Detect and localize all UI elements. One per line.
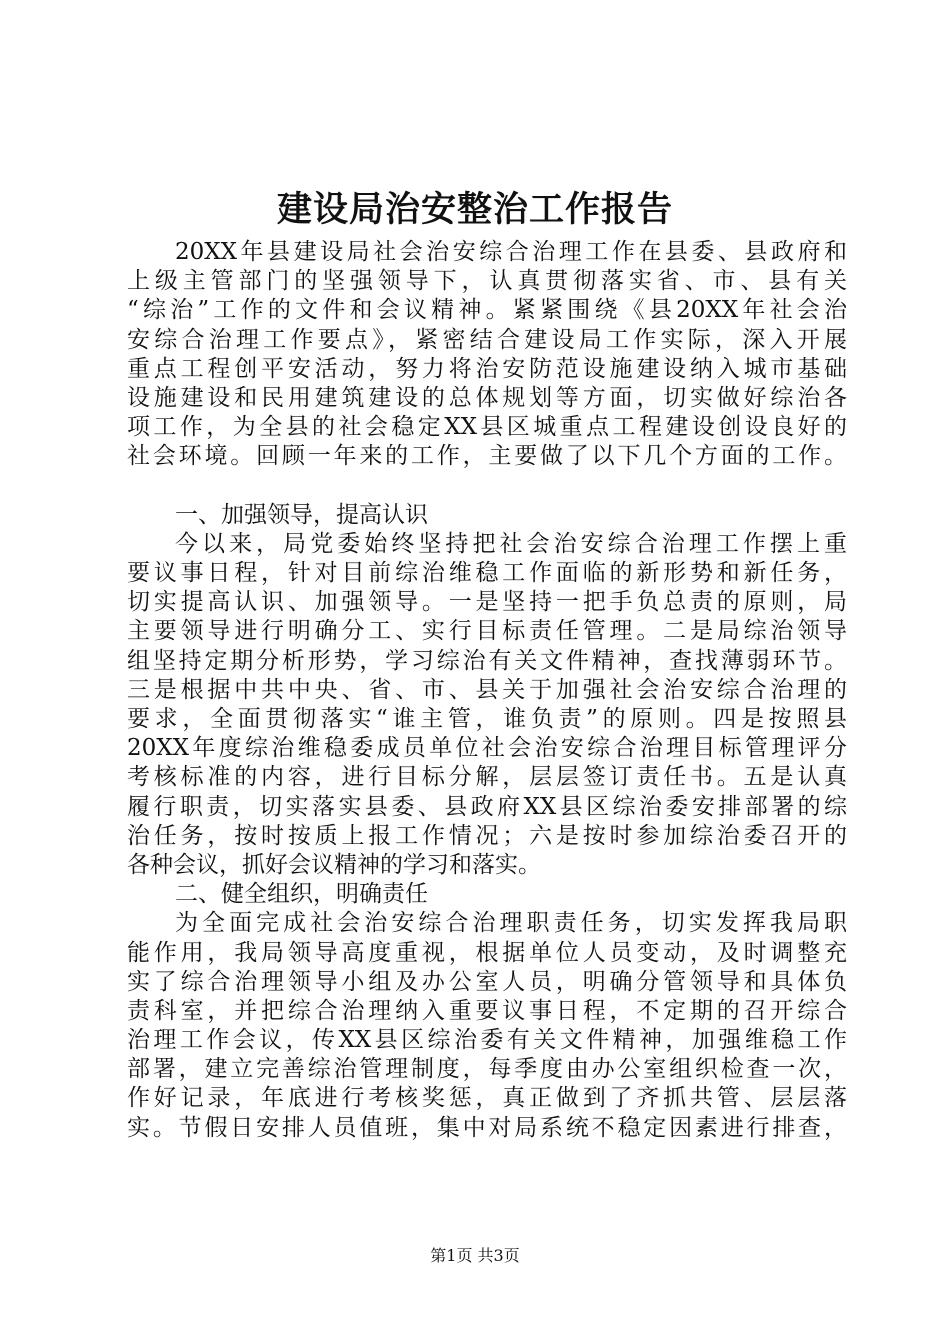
paragraph-line: 切实提高认识、加强领导。一是坚持一把手负总责的原则，局 <box>127 589 847 616</box>
paragraph-line: 部署，建立完善综治管理制度，每季度由办公室组织检查一次， <box>127 1056 847 1083</box>
section-heading: 二、健全组织，明确责任 <box>175 881 428 908</box>
paragraph-line: 20XX年度综治维稳委成员单位社会治安综合治理目标管理评分 <box>127 735 847 762</box>
paragraph-line: 三是根据中共中央、省、市、县关于加强社会治安综合治理的 <box>127 676 847 703</box>
page-footer: 第1页 共3页 <box>430 1246 520 1265</box>
paragraph-line: 实。节假日安排人员值班，集中对局系统不稳定因素进行排查， <box>127 1114 847 1141</box>
paragraph-line: 为全面完成社会治安综合治理职责任务，切实发挥我局职 <box>175 910 847 937</box>
paragraph-line: 今以来，局党委始终坚持把社会治安综合治理工作摆上重 <box>175 530 847 557</box>
paragraph-line: 治理工作会议，传XX县区综治委有关文件精神，加强维稳工作 <box>127 1027 847 1054</box>
paragraph-line: 能作用，我局领导高度重视，根据单位人员变动，及时调整充 <box>127 939 847 966</box>
paragraph-line: 实了综合治理领导小组及办公室人员，明确分管领导和具体负 <box>127 968 847 995</box>
section-heading: 一、加强领导，提高认识 <box>175 501 428 528</box>
paragraph-line: 社会环境。回顾一年来的工作，主要做了以下几个方面的工作。 <box>127 443 847 470</box>
paragraph-line: 各种会议，抓好会议精神的学习和落实。 <box>127 851 541 878</box>
paragraph-line: 要议事日程，针对目前综治维稳工作面临的新形势和新任务， <box>127 560 847 587</box>
paragraph-line: 20XX年县建设局社会治安综合治理工作在县委、县政府和 <box>175 239 847 265</box>
paragraph-line: 上级主管部门的坚强领导下，认真贯彻落实省、市、县有关 <box>127 268 847 295</box>
paragraph-line: 主要领导进行明确分工、实行目标责任管理。二是局综治领导 <box>127 618 847 645</box>
paragraph-line: 安综合治理工作要点》，紧密结合建设局工作实际，深入开展 <box>127 326 847 353</box>
paragraph-line: 治任务，按时按质上报工作情况；六是按时参加综治委召开的 <box>127 822 847 849</box>
paragraph-line: 履行职责，切实落实县委、县政府XX县区综治委安排部署的综 <box>127 793 847 820</box>
paragraph-gap <box>127 472 847 501</box>
paragraph-line: 重点工程创平安活动，努力将治安防范设施建设纳入城市基础 <box>127 355 847 382</box>
paragraph-line: 项工作，为全县的社会稳定XX县区城重点工程建设创设良好的 <box>127 414 847 441</box>
document-title: 建设局治安整治工作报告 <box>276 189 673 230</box>
paragraph-line: 组坚持定期分析形势，学习综治有关文件精神，查找薄弱环节。 <box>127 647 847 674</box>
paragraph-line: 责科室，并把综合治理纳入重要议事日程，不定期的召开综合 <box>127 997 847 1024</box>
paragraph-line: 考核标准的内容，进行目标分解，层层签订责任书。五是认真 <box>127 764 847 791</box>
paragraph-line: 设施建设和民用建筑建设的总体规划等方面，切实做好综治各 <box>127 384 847 411</box>
paragraph-line: “综治”工作的文件和会议精神。紧紧围绕《县20XX年社会治 <box>127 297 847 324</box>
paragraph-line: 要求，全面贯彻落实“谁主管，谁负责”的原则。四是按照县 <box>127 706 847 732</box>
document-body <box>127 238 847 1143</box>
paragraph-line: 作好记录，年底进行考核奖惩，真正做到了齐抓共管、层层落 <box>127 1085 847 1112</box>
